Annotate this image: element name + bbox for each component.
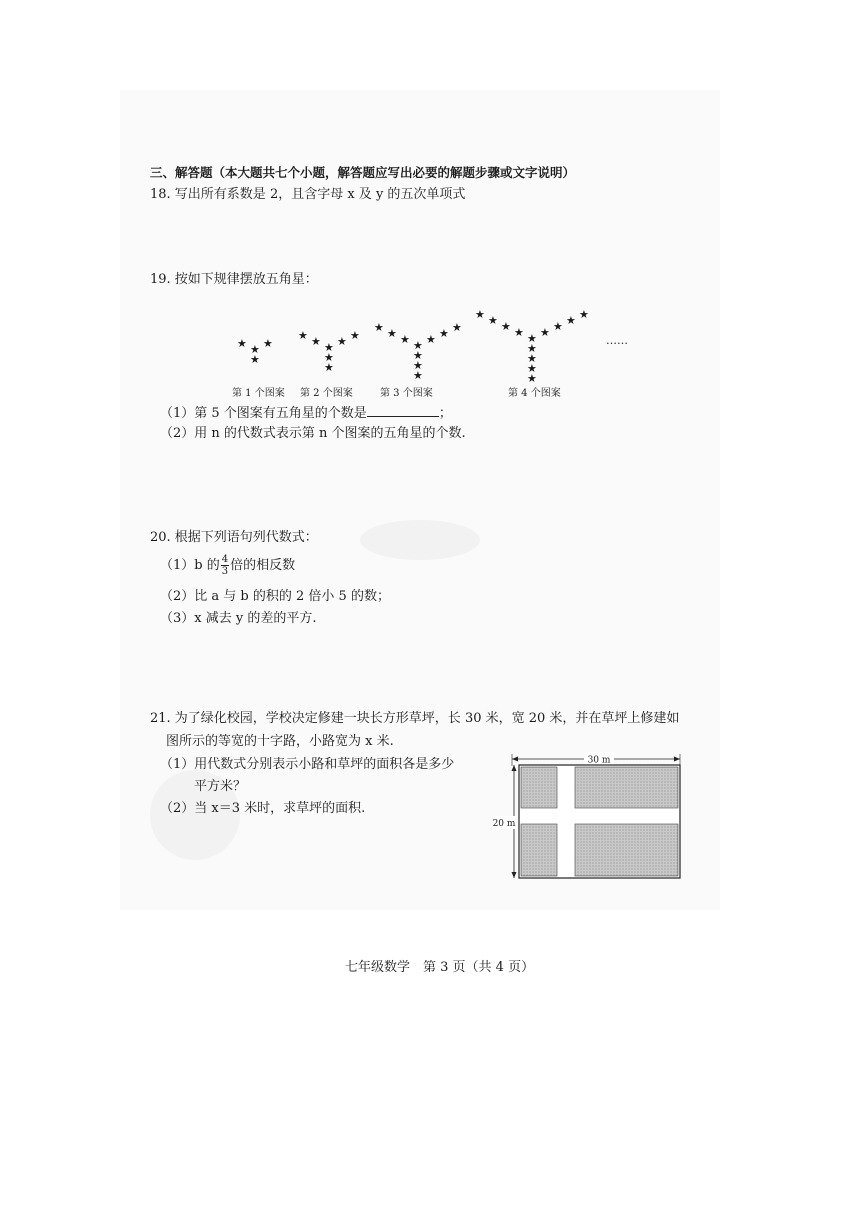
question-20-part-1	[160, 554, 295, 577]
star-icon: ★	[400, 333, 410, 346]
star-icon: ★	[527, 332, 537, 345]
star-icon: ★	[553, 320, 563, 333]
star-icon: ★	[387, 327, 397, 340]
star-icon: ★	[426, 333, 436, 346]
figure-label-4: 第 4 个图案	[508, 388, 561, 399]
lawn-diagram	[490, 748, 690, 888]
q19-part1-text: （1）第 5 个图案有五角星的个数是	[160, 406, 367, 421]
star-icon: ★	[501, 320, 511, 333]
star-icon: ★	[527, 372, 537, 385]
star-icon: ★	[413, 349, 423, 362]
grass-plot	[521, 824, 557, 876]
star-icon: ★	[540, 326, 550, 339]
question-21-line-1: 21. 为了绿化校园，学校决定修建一块长方形草坪，长 30 米，宽 20 米，并在草坪上修建如	[150, 711, 680, 726]
star-icon: ★	[350, 329, 360, 342]
star-icon: ★	[413, 359, 423, 372]
grass-plot	[575, 767, 678, 808]
q19-part1-end: ；	[438, 406, 452, 421]
star-icon: ★	[237, 337, 247, 350]
star-icon: ★	[527, 362, 537, 375]
q20-part1-tail: 倍的相反数	[230, 558, 296, 573]
star-icon: ★	[324, 341, 334, 354]
star-icon: ★	[527, 352, 537, 365]
question-20-part-3: （3）x 减去 y 的差的平方.	[160, 611, 317, 626]
star-icon: ★	[475, 308, 485, 321]
question-20-title: 20. 根据下列语句列代数式：	[150, 530, 318, 545]
grass-plot	[575, 824, 678, 876]
fraction-denominator: 3	[221, 566, 229, 577]
page-footer: 七年级数学 第 3 页（共 4 页）	[345, 960, 535, 975]
figure-label-1: 第 1 个图案	[232, 388, 285, 399]
star-icon: ★	[514, 326, 524, 339]
star-icon: ★	[298, 329, 308, 342]
star-icon: ★	[324, 351, 334, 364]
star-icon: ★	[579, 308, 589, 321]
star-icon: ★	[374, 321, 384, 334]
question-21-part-1: （1）用代数式分别表示小路和草坪的面积各是多少	[160, 757, 455, 772]
star-icon: ★	[311, 335, 321, 348]
section-heading: 三、解答题（本大题共七个小题，解答题应写出必要的解题步骤或文字说明）	[150, 165, 576, 180]
arrow-left-icon	[512, 757, 518, 762]
star-icon: ★	[413, 339, 423, 352]
question-21-line-2: 图所示的等宽的十字路，小路宽为 x 米.	[166, 734, 394, 749]
height-label: 20 m	[492, 819, 516, 829]
scan-smudge	[360, 520, 480, 560]
star-icon: ★	[250, 353, 260, 366]
q20-part1-text: （1）b 的	[160, 558, 220, 573]
width-label: 30 m	[587, 755, 611, 766]
question-19-part-2: （2）用 n 的代数式表示第 n 个图案的五角星的个数.	[160, 426, 466, 441]
question-20-part-2: （2）比 a 与 b 的积的 2 倍小 5 的数；	[160, 589, 390, 604]
star-icon: ★	[566, 314, 576, 327]
fraction-numerator: 4	[221, 554, 229, 565]
star-icon: ★	[527, 342, 537, 355]
star-icon: ★	[413, 369, 423, 382]
fraction	[221, 554, 229, 577]
star-icon: ★	[337, 335, 347, 348]
grass-plot	[521, 767, 557, 808]
question-21-part-1-cont: 平方米？	[194, 779, 247, 794]
arrow-down-icon	[512, 872, 517, 878]
star-icon: ★	[488, 314, 498, 327]
question-21-part-2: （2）当 x＝3 米时，求草坪的面积.	[160, 801, 366, 816]
question-19-title: 19. 按如下规律摆放五角星：	[150, 272, 318, 287]
arrow-right-icon	[674, 757, 680, 762]
figure-label-3: 第 3 个图案	[380, 388, 433, 399]
star-icon: ★	[250, 343, 260, 356]
question-19-part-1	[160, 404, 452, 422]
star-icon: ★	[452, 321, 462, 334]
star-icon: ★	[324, 361, 334, 374]
figure-label-2: 第 2 个图案	[300, 388, 353, 399]
pattern-ellipsis: ……	[606, 334, 628, 347]
star-icon: ★	[439, 327, 449, 340]
star-icon: ★	[263, 337, 273, 350]
answer-blank	[367, 404, 439, 417]
question-18: 18. 写出所有系数是 2，且含字母 x 及 y 的五次单项式	[150, 187, 466, 202]
